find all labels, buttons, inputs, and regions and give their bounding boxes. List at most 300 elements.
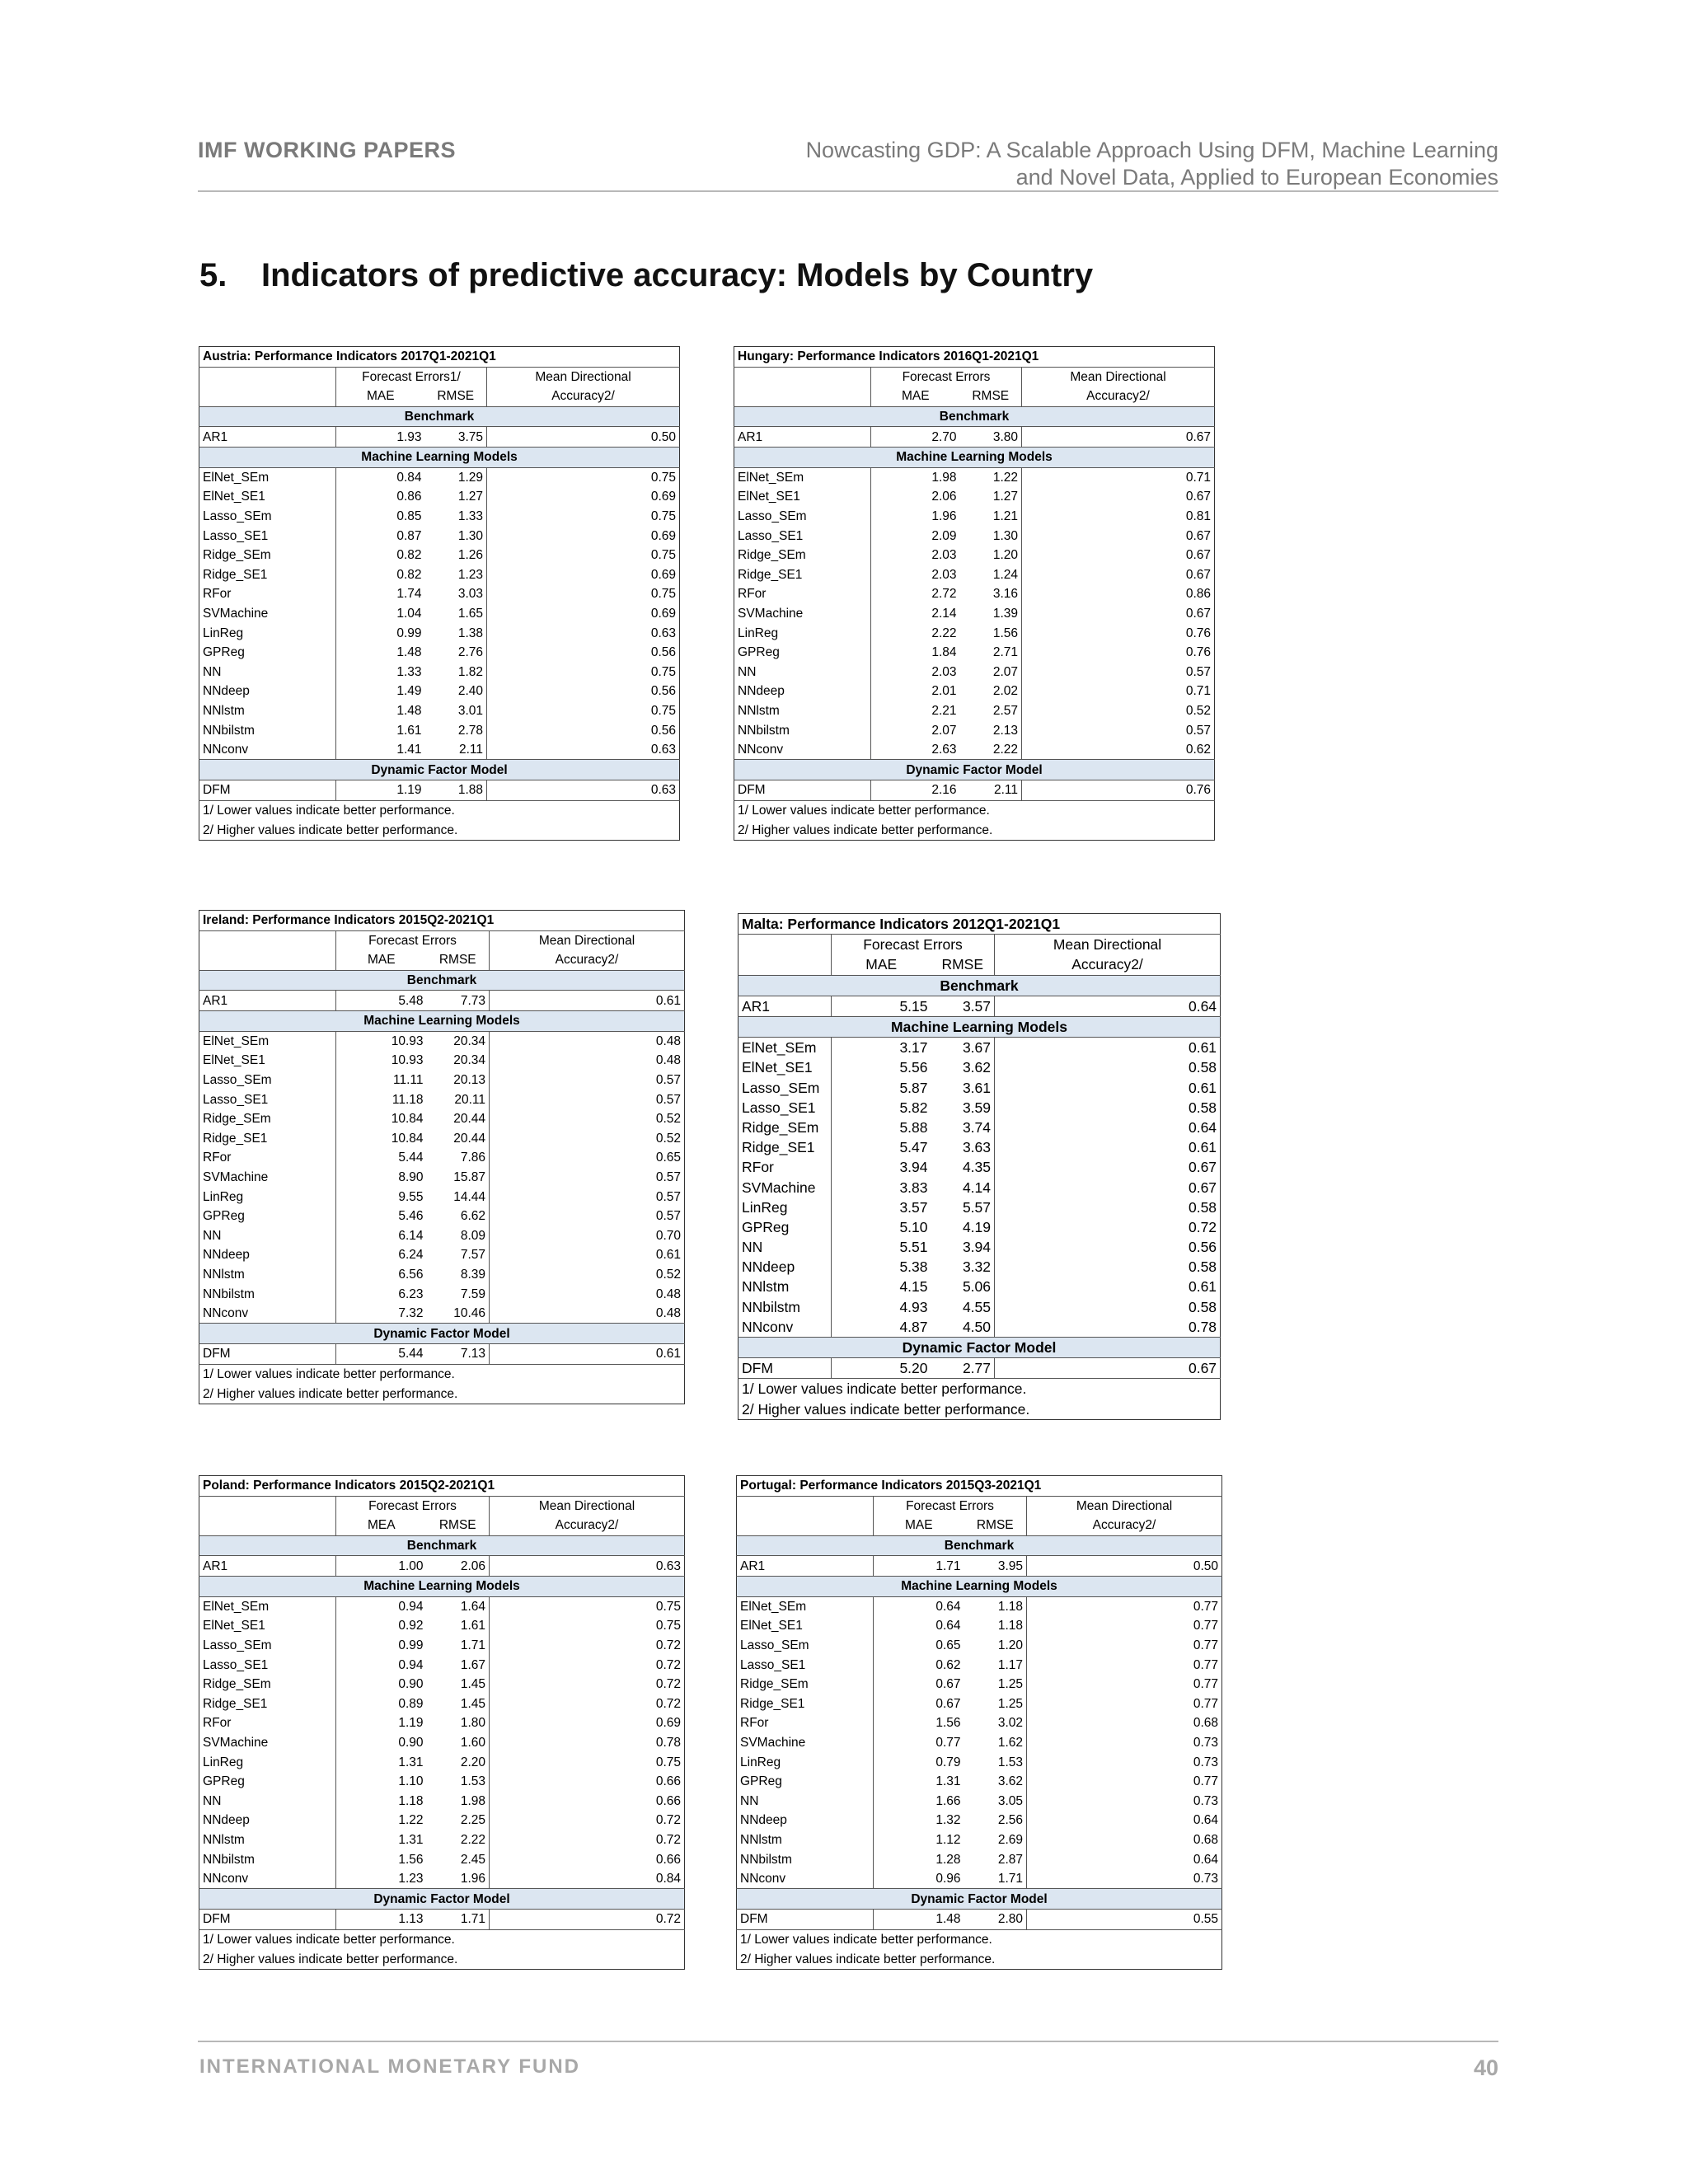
mda-value: 0.48 <box>655 1053 682 1068</box>
accuracy-header: Accuracy2/ <box>1027 1516 1222 1535</box>
mda-value: 0.61 <box>1188 1278 1217 1296</box>
mda-value: 0.48 <box>490 1304 685 1324</box>
mda-value: 0.63 <box>487 740 680 760</box>
model-name: ElNet_SEm <box>199 467 336 487</box>
table-row <box>199 1910 685 1930</box>
note-row <box>199 1929 685 1949</box>
rmse-value: 2.06 <box>427 1556 490 1577</box>
rmse-value: 1.25 <box>964 1694 1027 1714</box>
mae-value: 5.87 <box>899 1079 928 1096</box>
rmse-header: RMSE <box>960 387 1022 406</box>
mae-value: 2.01 <box>931 684 957 699</box>
benchmark-section-label: Benchmark <box>734 406 1215 427</box>
model-name: Ridge_SEm <box>738 1118 832 1137</box>
table-row <box>738 1177 1221 1197</box>
mda-value: 0.71 <box>1185 470 1212 485</box>
accuracy-header: Accuracy2/ <box>490 1516 685 1535</box>
model-name: ElNet_SE1 <box>734 487 871 507</box>
model-name: Ridge_SEm <box>199 546 336 565</box>
table-row <box>199 1849 685 1869</box>
mda-value: 0.75 <box>655 1599 682 1614</box>
model-name: DFM <box>199 1344 336 1365</box>
table-row <box>734 623 1215 643</box>
mda-header: Mean Directional <box>535 369 631 384</box>
table-row <box>737 1694 1222 1714</box>
mae-value: 0.79 <box>935 1755 961 1769</box>
mda-value: 0.68 <box>1193 1716 1219 1731</box>
model-name: Lasso_SEm <box>738 1078 832 1098</box>
model-name: NNlstm <box>737 1830 874 1850</box>
mae-value: 2.06 <box>931 490 957 504</box>
table-row <box>737 1752 1222 1772</box>
benchmark-section-label: Benchmark <box>199 970 685 991</box>
mae-value: 1.10 <box>398 1774 424 1789</box>
benchmark-section-label: Benchmark <box>738 975 1221 996</box>
note-row <box>199 800 680 820</box>
dfm-section-label: Dynamic Factor Model <box>199 760 680 780</box>
rmse-header: RMSE <box>427 950 490 970</box>
footnote-1: 1/ Lower values indicate better performance. <box>199 1929 685 1949</box>
mda-value: 0.68 <box>1193 1832 1219 1847</box>
mae-value: 2.09 <box>931 528 957 543</box>
mae-value: 2.70 <box>871 427 960 448</box>
table-row <box>199 1207 685 1226</box>
benchmark-section-label: Benchmark <box>199 1535 685 1556</box>
accuracy-header: Accuracy2/ <box>995 954 1221 975</box>
table-row <box>199 1733 685 1753</box>
header-blank <box>199 1516 336 1535</box>
model-name: SVMachine <box>199 604 336 624</box>
table-row <box>737 1655 1222 1675</box>
rmse-value: 1.17 <box>964 1655 1027 1675</box>
rmse-value: 20.34 <box>427 1031 490 1051</box>
mda-value: 0.77 <box>1193 1638 1219 1653</box>
table-row <box>737 1910 1222 1930</box>
model-name: RFor <box>199 1713 336 1733</box>
rmse-value: 3.67 <box>931 1038 995 1058</box>
table-row <box>199 526 680 546</box>
mae-value: 0.94 <box>398 1657 424 1672</box>
model-name: Ridge_SEm <box>199 1675 336 1694</box>
mae-value: 5.15 <box>832 996 931 1016</box>
ml-section-label: Machine Learning Models <box>738 1016 1221 1037</box>
header-row <box>199 1496 685 1516</box>
table-row <box>199 1071 685 1090</box>
model-name: Ridge_SE1 <box>738 1137 832 1157</box>
mae-header: MEA <box>336 1516 427 1535</box>
table-row <box>734 740 1215 760</box>
mda-value: 0.75 <box>650 509 677 524</box>
mda-value: 0.69 <box>650 567 677 582</box>
dfm-section-label: Dynamic Factor Model <box>734 760 1215 780</box>
rmse-value: 3.05 <box>964 1792 1027 1811</box>
table-row <box>734 487 1215 507</box>
mda-value: 0.57 <box>655 1092 682 1107</box>
mae-value: 0.85 <box>396 509 422 524</box>
model-name: ElNet_SEm <box>738 1038 832 1058</box>
mae-value: 1.41 <box>336 740 425 760</box>
mae-value: 5.47 <box>899 1139 928 1156</box>
table-row <box>199 1344 685 1365</box>
rmse-value: 1.65 <box>425 604 487 624</box>
table-row <box>734 663 1215 682</box>
rmse-value: 1.45 <box>427 1675 490 1694</box>
header-row <box>734 387 1215 406</box>
header-row <box>199 950 685 970</box>
mda-value: 0.48 <box>655 1033 682 1048</box>
rmse-value: 3.59 <box>931 1098 995 1118</box>
benchmark-section <box>199 970 685 991</box>
model-name: NN <box>738 1237 832 1257</box>
mae-value: 1.48 <box>396 703 422 718</box>
rmse-value: 4.35 <box>931 1157 995 1177</box>
mae-value: 5.44 <box>336 1344 427 1365</box>
rmse-value: 7.59 <box>427 1284 490 1304</box>
rmse-value: 2.13 <box>960 720 1022 740</box>
model-name: GPReg <box>199 1772 336 1792</box>
header-row <box>738 954 1221 975</box>
rmse-value: 1.18 <box>964 1616 1027 1636</box>
mae-value: 1.31 <box>398 1832 424 1847</box>
model-name: Ridge_SE1 <box>734 565 871 585</box>
mda-value: 0.67 <box>1185 528 1212 543</box>
model-name: NNlstm <box>738 1277 832 1296</box>
table-row <box>199 720 680 740</box>
benchmark-section <box>199 1535 685 1556</box>
table-row <box>199 1713 685 1733</box>
table-row <box>738 996 1221 1016</box>
note-row <box>734 820 1215 840</box>
mda-value: 0.75 <box>650 587 677 602</box>
mda-header: Mean Directional <box>538 1498 635 1513</box>
rmse-value: 4.50 <box>931 1317 995 1338</box>
model-name: SVMachine <box>734 604 871 624</box>
table-row <box>738 1297 1221 1317</box>
mda-value: 0.65 <box>655 1151 682 1165</box>
ml-section <box>738 1016 1221 1037</box>
model-name: DFM <box>734 780 871 801</box>
table-title-row <box>737 1476 1222 1497</box>
header-blank <box>738 935 832 955</box>
model-name: NNdeep <box>199 1811 336 1830</box>
rmse-value: 3.61 <box>931 1078 995 1098</box>
rmse-value: 3.62 <box>964 1772 1027 1792</box>
mda-value: 0.72 <box>655 1638 682 1653</box>
mae-value: 0.64 <box>935 1599 961 1614</box>
note-row <box>199 1364 685 1384</box>
rmse-value: 5.06 <box>931 1277 995 1296</box>
model-name: ElNet_SE1 <box>737 1616 874 1636</box>
performance-table <box>199 910 685 1404</box>
table-row <box>199 1752 685 1772</box>
table-row <box>738 1098 1221 1118</box>
note-row <box>738 1399 1221 1420</box>
mae-value: 2.14 <box>931 607 957 621</box>
footnote-2: 2/ Higher values indicate better performance. <box>738 823 993 837</box>
mda-value: 0.64 <box>1193 1852 1219 1867</box>
mae-value: 1.12 <box>935 1832 961 1847</box>
table-row <box>199 1694 685 1714</box>
mda-value: 0.67 <box>1185 490 1212 504</box>
mae-value: 7.32 <box>336 1304 427 1324</box>
mda-value: 0.67 <box>1188 1179 1217 1196</box>
table-row <box>199 1675 685 1694</box>
model-name: ElNet_SEm <box>734 467 871 487</box>
mae-value: 5.38 <box>899 1258 928 1276</box>
mda-value: 0.56 <box>650 684 677 699</box>
dfm-section <box>199 760 680 780</box>
model-name: Ridge_SE1 <box>199 565 336 585</box>
mae-value: 0.90 <box>398 1736 424 1750</box>
table-row <box>738 1237 1221 1257</box>
mae-value: 0.82 <box>396 548 422 563</box>
rmse-value: 1.27 <box>425 487 487 507</box>
mda-value: 0.52 <box>1185 703 1212 718</box>
table-row <box>737 1792 1222 1811</box>
mda-value: 0.76 <box>1185 645 1212 660</box>
ml-section-label: Machine Learning Models <box>734 447 1215 467</box>
note-row <box>199 1384 685 1404</box>
footer-rule <box>198 2041 1498 2042</box>
mae-value: 1.18 <box>398 1793 424 1808</box>
mae-value: 0.94 <box>398 1599 424 1614</box>
model-name: Lasso_SE1 <box>199 1090 336 1109</box>
mda-value: 0.52 <box>655 1112 682 1127</box>
footer-publisher: INTERNATIONAL MONETARY FUND <box>199 2055 580 2078</box>
mae-value: 6.56 <box>398 1267 424 1282</box>
rmse-value: 20.44 <box>427 1109 490 1129</box>
table-row <box>199 623 680 643</box>
table-row <box>199 546 680 565</box>
mae-value: 2.63 <box>871 740 960 760</box>
model-name: NNlstm <box>199 701 336 721</box>
rmse-value: 1.18 <box>964 1596 1027 1616</box>
rmse-value: 2.20 <box>427 1752 490 1772</box>
section-title-text: Indicators of predictive accuracy: Models by Country <box>261 257 1094 293</box>
table-row <box>734 643 1215 663</box>
table-row <box>199 1830 685 1850</box>
mae-value: 1.00 <box>336 1556 427 1577</box>
page-number: 40 <box>1473 2055 1498 2080</box>
model-name: NNconv <box>199 1869 336 1889</box>
table-row <box>199 1168 685 1188</box>
mda-value: 0.66 <box>655 1852 682 1867</box>
rmse-value: 20.44 <box>427 1129 490 1149</box>
rmse-value: 1.20 <box>964 1636 1027 1656</box>
mae-value: 9.55 <box>398 1189 424 1204</box>
mae-value: 8.90 <box>398 1170 424 1185</box>
rmse-value: 1.61 <box>427 1616 490 1636</box>
mda-value: 0.69 <box>650 490 677 504</box>
model-name: Lasso_SEm <box>199 1636 336 1656</box>
table-row <box>199 1090 685 1109</box>
header-row <box>199 930 685 950</box>
model-name: AR1 <box>737 1556 874 1577</box>
ml-section-label: Machine Learning Models <box>737 1576 1222 1596</box>
table-row <box>734 720 1215 740</box>
rmse-value: 5.57 <box>931 1197 995 1217</box>
table-row <box>734 780 1215 801</box>
mda-value: 0.72 <box>655 1657 682 1672</box>
model-name: Lasso_SEm <box>199 507 336 527</box>
table-title: Poland: Performance Indicators 2015Q2-2021Q1 <box>199 1476 685 1497</box>
rmse-value: 1.71 <box>427 1636 490 1656</box>
model-name: ElNet_SEm <box>199 1031 336 1051</box>
rmse-value: 8.09 <box>427 1226 490 1246</box>
table-row <box>199 643 680 663</box>
mda-value: 0.72 <box>655 1813 682 1828</box>
mae-header: MAE <box>874 1516 964 1535</box>
footnote-1: 1/ Lower values indicate better performance. <box>199 800 680 820</box>
ml-section-label: Machine Learning Models <box>199 1010 685 1031</box>
mda-value: 0.52 <box>655 1267 682 1282</box>
model-name: NNconv <box>737 1869 874 1889</box>
mda-value: 0.52 <box>655 1131 682 1146</box>
table-row <box>734 507 1215 527</box>
model-name: DFM <box>199 780 336 801</box>
table-row <box>199 1226 685 1246</box>
table-row <box>199 1051 685 1071</box>
table-row <box>199 1636 685 1656</box>
table-row <box>737 1849 1222 1869</box>
mae-value: 1.74 <box>396 587 422 602</box>
model-name: NNdeep <box>738 1257 832 1277</box>
rmse-value: 10.46 <box>427 1304 490 1324</box>
table-row <box>199 1187 685 1207</box>
mae-value: 3.57 <box>899 1198 928 1216</box>
rmse-value: 20.11 <box>427 1090 490 1109</box>
rmse-value: 1.21 <box>960 507 1022 527</box>
table-row <box>199 701 680 721</box>
footnote-1: 1/ Lower values indicate better performance. <box>737 1929 1222 1949</box>
table-row <box>738 1157 1221 1177</box>
mae-value: 5.44 <box>398 1151 424 1165</box>
header-blank <box>199 1496 336 1516</box>
rmse-value: 3.01 <box>425 701 487 721</box>
mda-value: 0.55 <box>1027 1910 1222 1930</box>
mae-value: 3.94 <box>899 1159 928 1176</box>
rmse-value: 2.22 <box>960 740 1022 760</box>
footnote-2: 2/ Higher values indicate better performance. <box>742 1400 1030 1418</box>
rmse-value: 2.02 <box>960 682 1022 701</box>
model-name: NNbilstm <box>734 720 871 740</box>
mda-value: 0.57 <box>655 1189 682 1204</box>
footnote-2: 2/ Higher values indicate better performance. <box>203 823 458 837</box>
table-row <box>737 1596 1222 1616</box>
mae-value: 1.31 <box>935 1774 961 1789</box>
note-row <box>738 1379 1221 1399</box>
model-name: LinReg <box>734 623 871 643</box>
rmse-value: 3.32 <box>931 1257 995 1277</box>
mae-value: 1.66 <box>935 1793 961 1808</box>
mae-value: 2.72 <box>931 587 957 602</box>
mda-value: 0.72 <box>655 1832 682 1847</box>
mae-value: 4.93 <box>899 1298 928 1315</box>
table-row <box>199 584 680 604</box>
rmse-value: 2.45 <box>427 1849 490 1869</box>
ml-section <box>737 1576 1222 1596</box>
mae-value: 3.17 <box>899 1039 928 1057</box>
model-name: NNconv <box>738 1317 832 1338</box>
mae-value: 6.23 <box>398 1286 424 1301</box>
note-row <box>199 1949 685 1969</box>
mae-value: 2.07 <box>931 723 957 738</box>
rmse-value: 1.96 <box>427 1869 490 1889</box>
rmse-value: 2.78 <box>425 720 487 740</box>
header-rule <box>198 190 1498 192</box>
rmse-value: 7.86 <box>427 1148 490 1168</box>
table-row <box>737 1869 1222 1889</box>
mda-value: 0.71 <box>1185 684 1212 699</box>
rmse-value: 1.30 <box>425 526 487 546</box>
mda-value: 0.75 <box>650 470 677 485</box>
mda-value: 0.63 <box>487 780 680 801</box>
mae-value: 1.19 <box>398 1716 424 1731</box>
table-row <box>738 1217 1221 1237</box>
model-name: DFM <box>737 1910 874 1930</box>
model-name: NNlstm <box>199 1265 336 1285</box>
model-name: Lasso_SEm <box>199 1071 336 1090</box>
table-row <box>737 1811 1222 1830</box>
footnote-1: 1/ Lower values indicate better performance. <box>738 1379 1221 1399</box>
model-name: RFor <box>199 584 336 604</box>
rmse-value: 1.71 <box>427 1910 490 1930</box>
table-title: Ireland: Performance Indicators 2015Q2-2021Q1 <box>199 911 685 931</box>
model-name: Lasso_SE1 <box>734 526 871 546</box>
mae-value: 5.82 <box>899 1099 928 1116</box>
mda-value: 0.70 <box>655 1228 682 1243</box>
section-number: 5. <box>199 257 227 293</box>
benchmark-section <box>734 406 1215 427</box>
rmse-value: 1.53 <box>427 1772 490 1792</box>
model-name: NNdeep <box>199 1245 336 1265</box>
mda-value: 0.57 <box>1185 664 1212 679</box>
mda-header: Mean Directional <box>538 933 635 948</box>
rmse-value: 1.25 <box>964 1675 1027 1694</box>
model-name: LinReg <box>199 1187 336 1207</box>
mda-value: 0.61 <box>1188 1079 1217 1096</box>
dfm-section-label: Dynamic Factor Model <box>738 1337 1221 1357</box>
mda-value: 0.73 <box>1027 1869 1222 1889</box>
rmse-value: 1.33 <box>425 507 487 527</box>
mda-value: 0.72 <box>1188 1218 1217 1235</box>
rmse-value: 20.13 <box>427 1071 490 1090</box>
mda-value: 0.67 <box>1185 607 1212 621</box>
dfm-section <box>199 1324 685 1344</box>
mae-value: 0.67 <box>935 1677 961 1692</box>
rmse-value: 3.74 <box>931 1118 995 1137</box>
rmse-value: 1.71 <box>964 1869 1027 1889</box>
rmse-value: 8.39 <box>427 1265 490 1285</box>
mae-value: 10.93 <box>391 1053 424 1068</box>
mda-value: 0.57 <box>655 1209 682 1224</box>
model-name: NNlstm <box>734 701 871 721</box>
header-blank <box>199 387 336 406</box>
table-row <box>738 1257 1221 1277</box>
rmse-value: 3.63 <box>931 1137 995 1157</box>
header-blank <box>199 950 336 970</box>
rmse-value: 1.24 <box>960 565 1022 585</box>
mae-value: 5.56 <box>899 1059 928 1076</box>
table-row <box>738 1197 1221 1217</box>
model-name: SVMachine <box>737 1733 874 1753</box>
rmse-value: 1.53 <box>964 1752 1027 1772</box>
model-name: LinReg <box>738 1197 832 1217</box>
model-name: Lasso_SEm <box>737 1636 874 1656</box>
rmse-value: 1.62 <box>964 1733 1027 1753</box>
header-blank <box>199 930 336 950</box>
mae-value: 0.96 <box>874 1869 964 1889</box>
